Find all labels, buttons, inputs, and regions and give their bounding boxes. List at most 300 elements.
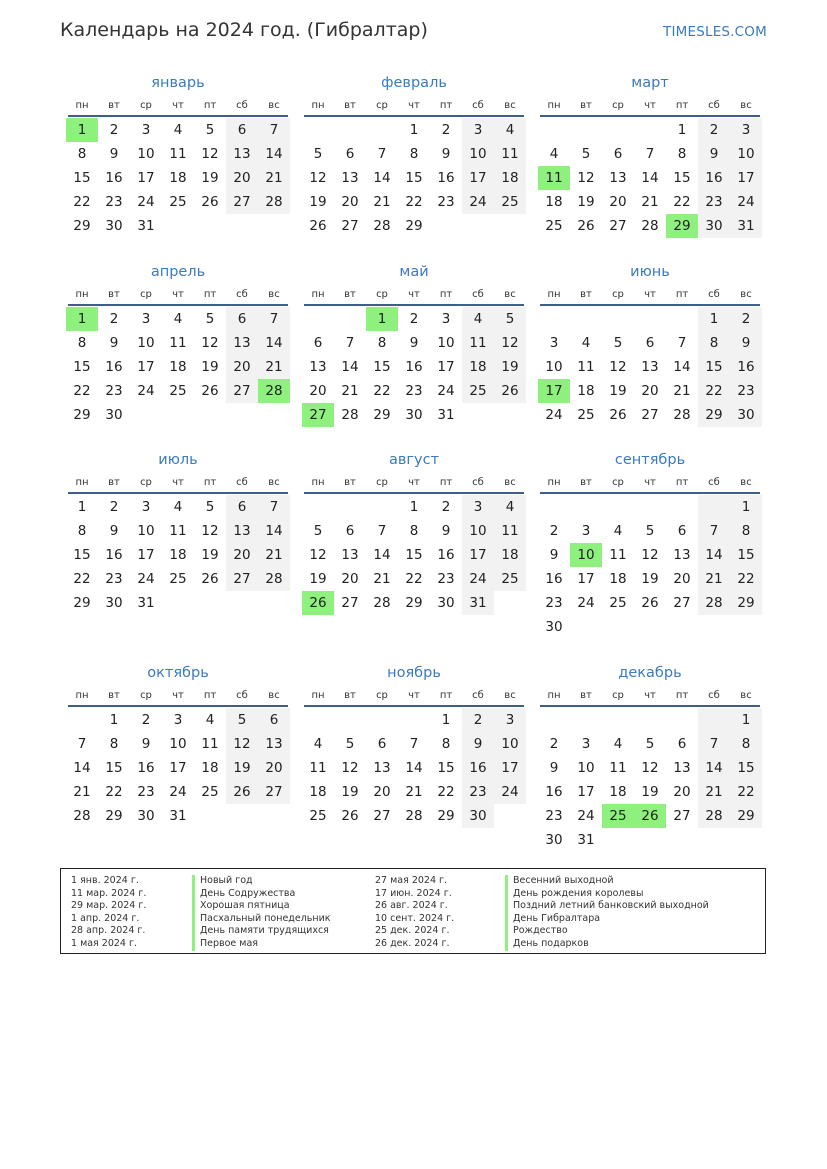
day-cell: 13 [309, 359, 327, 375]
day-cell: 4 [494, 118, 526, 142]
day-cell: 21 [258, 543, 290, 567]
month-block [538, 74, 762, 238]
day-cell: 30 [545, 832, 563, 848]
day-cell: 10 [545, 359, 563, 375]
weekday-label: вт [344, 289, 356, 300]
day-cell: 30 [405, 407, 423, 423]
day-cell: 25 [169, 194, 187, 210]
weekday-label: чт [644, 690, 656, 701]
day-cell: 20 [226, 543, 258, 567]
day-cell: 19 [609, 383, 627, 399]
weekday-label: ср [140, 289, 152, 300]
day-cell: 31 [169, 808, 187, 824]
day-cell: 4 [613, 736, 623, 752]
month-block [538, 664, 762, 852]
day-cell: 30 [462, 804, 494, 828]
day-cell: 30 [545, 619, 563, 635]
day-cell: 4 [613, 523, 623, 539]
weekday-label: сб [236, 289, 248, 300]
weekday-label: вт [108, 477, 120, 488]
day-grid [302, 307, 526, 427]
weekday-label: сб [236, 100, 248, 111]
day-cell: 3 [462, 118, 494, 142]
weekday-label: вс [268, 477, 280, 488]
day-cell: 18 [494, 543, 526, 567]
weekday-label: вс [740, 477, 752, 488]
day-cell: 5 [313, 523, 323, 539]
day-cell: 2 [109, 311, 119, 327]
legend-holiday-date: 26 дек. 2024 г. [375, 937, 450, 949]
day-cell: 16 [137, 760, 155, 776]
day-cell: 22 [73, 571, 91, 587]
day-cell: 12 [341, 760, 359, 776]
month-title: ноябрь [387, 665, 441, 681]
holiday-day-cell: 27 [302, 403, 334, 427]
day-cell: 23 [730, 379, 762, 403]
day-cell: 14 [373, 547, 391, 563]
weekday-label: пт [203, 289, 217, 300]
day-cell: 31 [437, 407, 455, 423]
month-block [538, 263, 762, 427]
day-cell: 22 [673, 194, 691, 210]
day-cell: 23 [462, 780, 494, 804]
brand-logo-text[interactable]: TIMESLES.COM [663, 24, 767, 40]
header-divider [68, 492, 288, 494]
day-cell: 17 [137, 170, 155, 186]
day-cell: 1 [409, 499, 419, 515]
day-cell: 3 [441, 311, 451, 327]
day-cell: 21 [641, 194, 659, 210]
day-cell: 11 [169, 146, 187, 162]
holiday-day-cell: 26 [302, 591, 334, 615]
legend-holiday-name: Хорошая пятница [192, 900, 331, 913]
day-cell: 24 [730, 190, 762, 214]
weekday-header [66, 475, 290, 491]
legend-holiday-date: 25 дек. 2024 г. [375, 925, 450, 937]
weekday-label: сб [236, 477, 248, 488]
day-cell: 13 [341, 170, 359, 186]
header-divider [304, 492, 524, 494]
day-cell: 27 [673, 808, 691, 824]
day-cell: 29 [405, 218, 423, 234]
legend-holiday-date: 1 мая 2024 г. [71, 937, 137, 949]
empty-cell [634, 708, 666, 732]
day-cell: 25 [462, 379, 494, 403]
day-cell: 26 [641, 595, 659, 611]
day-cell: 29 [73, 407, 91, 423]
day-cell: 16 [105, 170, 123, 186]
empty-cell [602, 708, 634, 732]
day-cell: 30 [105, 218, 123, 234]
day-cell: 5 [345, 736, 355, 752]
day-cell: 10 [462, 142, 494, 166]
day-cell: 3 [581, 736, 591, 752]
header-divider [540, 705, 760, 707]
day-cell: 18 [609, 571, 627, 587]
day-cell: 27 [226, 567, 258, 591]
day-cell: 3 [141, 311, 151, 327]
day-cell: 19 [201, 359, 219, 375]
day-cell: 11 [169, 523, 187, 539]
day-cell: 5 [205, 122, 215, 138]
empty-cell [334, 118, 366, 142]
day-cell: 24 [545, 407, 563, 423]
day-cell: 1 [409, 122, 419, 138]
weekday-label: пн [75, 690, 89, 701]
weekday-label: сб [708, 100, 720, 111]
day-cell: 11 [494, 142, 526, 166]
weekday-label: чт [172, 690, 184, 701]
day-cell: 28 [373, 595, 391, 611]
day-cell: 21 [73, 784, 91, 800]
day-cell: 7 [77, 736, 87, 752]
day-cell: 4 [173, 499, 183, 515]
day-cell: 14 [258, 331, 290, 355]
day-cell: 2 [698, 118, 730, 142]
weekday-label: вс [504, 100, 516, 111]
month-title: октябрь [147, 665, 209, 681]
day-cell: 24 [494, 780, 526, 804]
day-cell: 6 [258, 708, 290, 732]
day-cell: 17 [169, 760, 187, 776]
weekday-label: пт [439, 690, 453, 701]
weekday-label: вс [268, 289, 280, 300]
weekday-label: сб [472, 477, 484, 488]
weekday-label: пн [311, 100, 325, 111]
day-cell: 14 [373, 170, 391, 186]
day-cell: 7 [698, 732, 730, 756]
day-cell: 22 [698, 379, 730, 403]
day-cell: 20 [609, 194, 627, 210]
day-cell: 12 [577, 170, 595, 186]
day-cell: 28 [405, 808, 423, 824]
legend-holiday-name: Рождество [505, 925, 709, 938]
day-cell: 4 [549, 146, 559, 162]
day-cell: 22 [730, 780, 762, 804]
day-cell: 26 [309, 218, 327, 234]
day-cell: 30 [437, 595, 455, 611]
day-cell: 18 [577, 383, 595, 399]
day-cell: 13 [226, 519, 258, 543]
day-grid [538, 708, 762, 852]
day-cell: 28 [698, 804, 730, 828]
day-cell: 6 [677, 736, 687, 752]
day-cell: 27 [341, 218, 359, 234]
day-cell: 8 [409, 523, 419, 539]
day-cell: 7 [258, 495, 290, 519]
day-cell: 29 [405, 595, 423, 611]
day-cell: 18 [169, 359, 187, 375]
empty-cell [602, 307, 634, 331]
day-cell: 18 [609, 784, 627, 800]
day-cell: 31 [577, 832, 595, 848]
weekday-label: пн [547, 289, 561, 300]
day-cell: 29 [73, 595, 91, 611]
day-cell: 19 [641, 784, 659, 800]
legend-holiday-date: 26 авг. 2024 г. [375, 900, 448, 912]
day-cell: 14 [698, 543, 730, 567]
legend-holiday-date: 11 мар. 2024 г. [71, 887, 147, 899]
day-cell: 4 [173, 311, 183, 327]
day-cell: 28 [373, 218, 391, 234]
day-grid [66, 307, 290, 427]
day-cell: 24 [169, 784, 187, 800]
day-cell: 30 [137, 808, 155, 824]
day-cell: 10 [462, 519, 494, 543]
day-cell: 1 [730, 495, 762, 519]
month-title: декабрь [618, 665, 682, 681]
day-cell: 18 [169, 547, 187, 563]
day-cell: 5 [313, 146, 323, 162]
day-cell: 12 [309, 170, 327, 186]
day-cell: 26 [201, 194, 219, 210]
day-grid [302, 495, 526, 615]
day-cell: 11 [609, 547, 627, 563]
day-cell: 8 [441, 736, 451, 752]
weekday-label: ср [376, 477, 388, 488]
day-cell: 7 [377, 146, 387, 162]
day-cell: 30 [105, 407, 123, 423]
month-block [66, 74, 290, 238]
legend-holiday-date: 17 июн. 2024 г. [375, 887, 452, 899]
month-block [66, 451, 290, 615]
day-cell: 31 [137, 595, 155, 611]
month-title: июнь [630, 264, 670, 280]
day-cell: 6 [645, 335, 655, 351]
weekday-label: вс [504, 690, 516, 701]
day-cell: 8 [730, 732, 762, 756]
day-cell: 31 [730, 214, 762, 238]
day-cell: 24 [462, 567, 494, 591]
day-cell: 9 [549, 547, 559, 563]
day-cell: 28 [73, 808, 91, 824]
empty-cell [302, 708, 334, 732]
day-grid [538, 118, 762, 238]
day-cell: 12 [641, 760, 659, 776]
weekday-label: пт [675, 289, 689, 300]
day-grid [538, 495, 762, 639]
day-cell: 29 [105, 808, 123, 824]
weekday-header [302, 688, 526, 704]
day-cell: 5 [581, 146, 591, 162]
day-cell: 13 [226, 142, 258, 166]
weekday-label: сб [708, 477, 720, 488]
day-cell: 10 [137, 146, 155, 162]
day-cell: 16 [405, 359, 423, 375]
day-cell: 10 [437, 335, 455, 351]
weekday-label: пт [675, 690, 689, 701]
day-cell: 25 [609, 595, 627, 611]
legend-holiday-date: 29 мар. 2024 г. [71, 900, 147, 912]
day-cell: 20 [226, 166, 258, 190]
legend-holiday-name: День Содружества [192, 888, 331, 901]
weekday-label: сб [472, 100, 484, 111]
day-cell: 17 [437, 359, 455, 375]
day-cell: 10 [577, 760, 595, 776]
holiday-day-cell: 1 [66, 307, 98, 331]
day-cell: 28 [698, 591, 730, 615]
month-title: январь [151, 75, 205, 91]
weekday-header [538, 98, 762, 114]
empty-cell [698, 495, 730, 519]
day-cell: 11 [577, 359, 595, 375]
day-grid [66, 118, 290, 238]
month-block [302, 263, 526, 427]
day-cell: 23 [137, 784, 155, 800]
day-cell: 19 [309, 571, 327, 587]
day-cell: 23 [545, 808, 563, 824]
holiday-day-cell: 26 [634, 804, 666, 828]
day-cell: 28 [258, 567, 290, 591]
day-cell: 15 [73, 547, 91, 563]
day-cell: 22 [73, 194, 91, 210]
day-cell: 10 [137, 523, 155, 539]
day-cell: 29 [730, 804, 762, 828]
month-title: август [388, 452, 440, 468]
weekday-header [66, 98, 290, 114]
day-cell: 31 [462, 591, 494, 615]
weekday-label: пт [439, 100, 453, 111]
day-cell: 10 [137, 335, 155, 351]
day-cell: 19 [226, 756, 258, 780]
empty-cell [66, 708, 98, 732]
empty-cell [570, 118, 602, 142]
day-cell: 7 [345, 335, 355, 351]
weekday-label: пн [547, 100, 561, 111]
day-cell: 21 [373, 571, 391, 587]
day-cell: 9 [698, 142, 730, 166]
day-cell: 24 [137, 383, 155, 399]
weekday-label: пт [675, 100, 689, 111]
weekday-label: вт [580, 477, 592, 488]
day-cell: 26 [226, 780, 258, 804]
weekday-header [302, 98, 526, 114]
weekday-label: чт [172, 100, 184, 111]
weekday-label: пт [203, 477, 217, 488]
month-title: сентябрь [614, 452, 686, 468]
day-cell: 12 [609, 359, 627, 375]
day-cell: 19 [309, 194, 327, 210]
day-cell: 4 [581, 335, 591, 351]
day-cell: 2 [549, 523, 559, 539]
legend-holiday-date: 10 сент. 2024 г. [375, 912, 455, 924]
holiday-day-cell: 29 [666, 214, 698, 238]
day-cell: 15 [405, 547, 423, 563]
day-cell: 1 [698, 307, 730, 331]
empty-cell [334, 708, 366, 732]
day-cell: 8 [77, 523, 87, 539]
day-cell: 16 [462, 756, 494, 780]
day-cell: 3 [141, 499, 151, 515]
day-cell: 19 [201, 547, 219, 563]
day-cell: 10 [494, 732, 526, 756]
day-cell: 3 [581, 523, 591, 539]
day-cell: 17 [462, 166, 494, 190]
weekday-header [66, 688, 290, 704]
day-cell: 27 [641, 407, 659, 423]
day-cell: 15 [105, 760, 123, 776]
weekday-label: вс [504, 477, 516, 488]
weekday-label: сб [708, 690, 720, 701]
empty-cell [538, 307, 570, 331]
day-cell: 29 [437, 808, 455, 824]
month-block [66, 263, 290, 427]
day-cell: 25 [545, 218, 563, 234]
weekday-label: пт [203, 100, 217, 111]
legend-left-names [192, 875, 331, 951]
empty-cell [666, 708, 698, 732]
day-cell: 28 [673, 407, 691, 423]
legend-right-dates [375, 875, 454, 951]
legend-holiday-name: Поздний летний банковский выходной [505, 900, 709, 913]
day-cell: 31 [137, 218, 155, 234]
day-cell: 17 [577, 784, 595, 800]
weekday-label: пн [311, 289, 325, 300]
weekday-label: пн [75, 100, 89, 111]
header-divider [304, 304, 524, 306]
day-cell: 9 [109, 146, 119, 162]
day-cell: 22 [105, 784, 123, 800]
day-cell: 8 [409, 146, 419, 162]
day-cell: 29 [73, 218, 91, 234]
day-cell: 13 [609, 170, 627, 186]
day-cell: 6 [313, 335, 323, 351]
day-cell: 29 [373, 407, 391, 423]
weekday-label: вт [580, 100, 592, 111]
empty-cell [366, 495, 398, 519]
weekday-label: ср [140, 100, 152, 111]
day-cell: 8 [698, 331, 730, 355]
day-cell: 1 [441, 712, 451, 728]
day-cell: 18 [462, 355, 494, 379]
day-cell: 7 [645, 146, 655, 162]
day-cell: 14 [258, 142, 290, 166]
weekday-label: вс [740, 100, 752, 111]
legend-holiday-name: День памяти трудящихся [192, 925, 331, 938]
day-cell: 22 [437, 784, 455, 800]
day-cell: 15 [73, 359, 91, 375]
day-cell: 17 [137, 547, 155, 563]
day-cell: 2 [462, 708, 494, 732]
day-cell: 18 [545, 194, 563, 210]
day-cell: 6 [226, 307, 258, 331]
day-cell: 5 [494, 307, 526, 331]
empty-cell [634, 495, 666, 519]
day-cell: 14 [673, 359, 691, 375]
day-cell: 24 [437, 383, 455, 399]
day-cell: 17 [730, 166, 762, 190]
day-cell: 20 [641, 383, 659, 399]
day-cell: 14 [73, 760, 91, 776]
month-title: февраль [381, 75, 447, 91]
day-cell: 4 [462, 307, 494, 331]
empty-cell [570, 495, 602, 519]
day-cell: 29 [698, 403, 730, 427]
header-divider [68, 115, 288, 117]
weekday-label: вс [504, 289, 516, 300]
empty-cell [366, 118, 398, 142]
header-divider [540, 304, 760, 306]
header-divider [304, 115, 524, 117]
day-cell: 12 [201, 523, 219, 539]
header-divider [68, 705, 288, 707]
day-cell: 16 [545, 571, 563, 587]
day-cell: 7 [258, 307, 290, 331]
day-cell: 15 [73, 170, 91, 186]
weekday-label: сб [236, 690, 248, 701]
day-cell: 2 [409, 311, 419, 327]
day-cell: 25 [309, 808, 327, 824]
